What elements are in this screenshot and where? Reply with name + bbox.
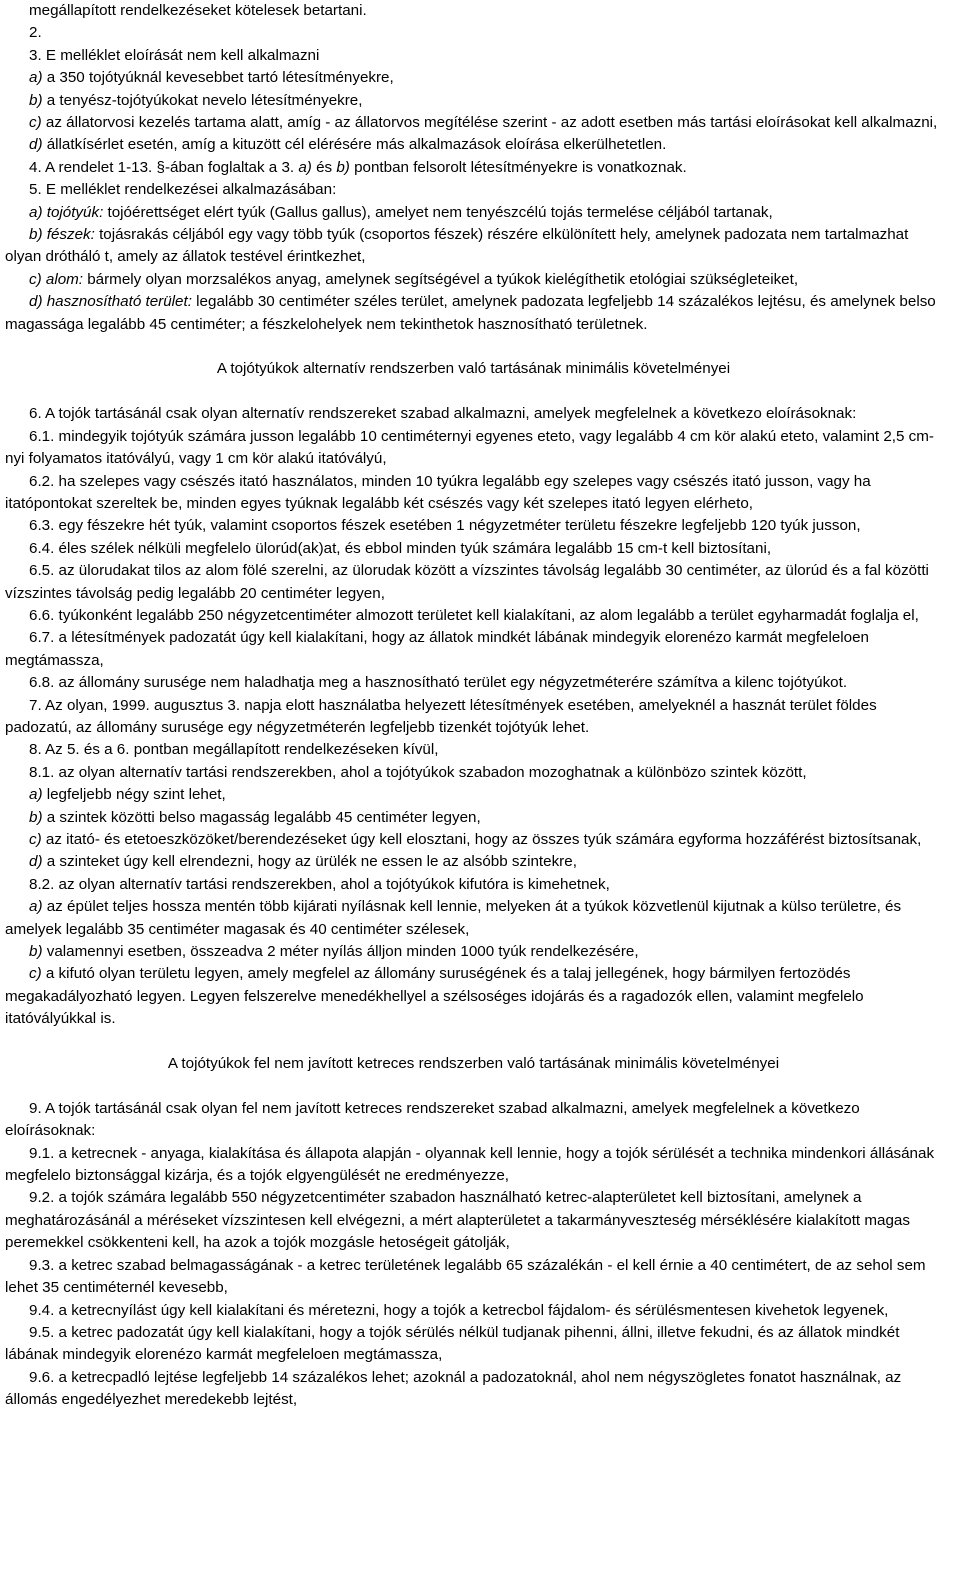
text-run: 6.2. ha szelepes vagy csészés itató használatos, minden 10 tyúkra legalább egy szelepes vagy csészés itató jusson, vagy ha itatópontokat szereltek be, minden egyes tyúknak legalább két csészés vagy két szelepes itató legyen elérheto, [5, 472, 871, 512]
paragraph [5, 1187, 942, 1254]
italic-text: c) alom: [29, 270, 84, 288]
paragraph [5, 941, 942, 963]
text-run: 9.2. a tojók számára legalább 550 négyzetcentiméter szabadon használható ketrec-alapterületet kell biztosítani, amelynek a meghatározásánál a méréseket vízszintesen kell elvégezni, a mért alapterületet a takarmányveszteség mérséklésére kialakított magas peremekkel csökkenteni kell, ha azok a tojók mozgásle hetoségeit gátolják, [5, 1189, 910, 1252]
paragraph-spacer [5, 1031, 942, 1053]
text-run: 5. E melléklet rendelkezései alkalmazásában: [29, 181, 337, 199]
paragraph [5, 784, 942, 806]
text-run: 6.8. az állomány surusége nem haladhatja meg a hasznosítható terület egy négyzetméterére számítva a kilenc tojótyúkot. [29, 674, 848, 692]
paragraph [5, 45, 942, 67]
paragraph [5, 403, 942, 425]
text-run: valamennyi esetben, összeadva 2 méter nyílás álljon minden 1000 tyúk rendelkezésére, [42, 943, 639, 961]
paragraph [5, 1255, 942, 1300]
paragraph [5, 224, 942, 269]
paragraph [5, 426, 942, 471]
italic-text: b) [29, 808, 43, 826]
italic-text: c) [29, 831, 42, 848]
paragraph [5, 22, 942, 44]
paragraph [5, 1098, 942, 1143]
paragraph [5, 471, 942, 516]
text-run: 9.6. a ketrecpadló lejtése legfeljebb 14 százalékos lehet; azoknál a padozatoknál, ahol nem négyszögletes fonatot használnak, az állomás engedélyezhet meredekebb lejtést, [5, 1368, 902, 1409]
text-run: 9.4. a ketrecnyílást úgy kell kialakítani és méretezni, hogy a tojók a ketrecbol fájdalom- és sérülésmentesen kivehetok legyenek, [29, 1301, 889, 1319]
text-run: 2. [29, 24, 42, 42]
text-run: 8.1. az olyan alternatív tartási rendszerekben, ahol a tojótyúkok szabadon mozoghatnak a különbözo szintek között, [29, 763, 807, 781]
text-run: 8.2. az olyan alternatív tartási rendszerekben, ahol a tojótyúkok kifutóra is kimehetnek, [29, 875, 610, 893]
paragraph [5, 1143, 942, 1188]
text-run: 9. A tojók tartásánál csak olyan fel nem javított ketreces rendszereket szabad alkalmazni, amelyek megfelelnek a következo eloírásoknak: [5, 1099, 860, 1140]
text-run: legfeljebb négy szint lehet, [42, 786, 226, 804]
paragraph [5, 202, 942, 224]
text-run: A tojótyúkok fel nem javított ketreces rendszerben való tartásának minimális követelményei [167, 1055, 780, 1073]
text-run: a kifutó olyan területu legyen, amely megfelel az állomány suruségének és a talaj jellegének, hogy bármilyen fertozödés megakadályozható legyen. Legyen felszerelve menedékhellyel a szélsoséges idojárás és a ragadozók ellen, valamint megfelelo itatóvályúkkal is. [5, 965, 864, 1028]
italic-text: b) fészek: [29, 226, 95, 244]
paragraph [5, 807, 942, 829]
paragraph [5, 874, 942, 896]
text-run: pontban felsorolt létesítményekre is vonatkoznak. [349, 158, 687, 176]
paragraph-spacer [5, 381, 942, 403]
paragraph [5, 605, 942, 627]
paragraph [5, 851, 942, 873]
italic-text: d) [29, 136, 43, 154]
paragraph [5, 627, 942, 672]
text-run: 6.3. egy fészekre hét tyúk, valamint csoportos fészek esetében 1 négyzetméter területu fészekre legfeljebb 120 tyúk jusson, [29, 517, 861, 535]
paragraph-spacer [5, 336, 942, 358]
text-run: 6.5. az ülorudakat tilos az alom fölé szerelni, az ülorudak között a vízszintes távolság legalább 30 centiméter, az ülorúd és a fal közötti vízszintes távolság pedig legalább 20 centiméter legyen, [5, 562, 929, 602]
text-run: 9.1. a ketrecnek - anyaga, kialakítása és állapota alapján - olyannak kell lennie, hogy a tojók sérülését a technika mindenkori állásának megfelelo biztonsággal kizárja, és a tojók elgyengülését ne eredményezze, [5, 1144, 935, 1185]
text-run: tojóérettséget elért tyúk (Gallus gallus), amelyet nem tenyészcélú tojás termelése céljából tartanak, [103, 203, 773, 221]
text-run: 4. A rendelet 1-13. §-ában foglaltak a 3. [29, 158, 299, 176]
paragraph [5, 515, 942, 537]
italic-text: c) [29, 965, 42, 983]
paragraph [5, 179, 942, 201]
paragraph [5, 963, 942, 1030]
italic-text: d) hasznosítható terület: [29, 293, 192, 311]
text-run: 9.5. a ketrec padozatát úgy kell kialakítani, hogy a tojók sérülés nélkül tudjanak pihenni, állni, illetve fekudni, és az állatok mindkét lábának mindegyik elorenézo karmát megfeleloen megtámassza, [5, 1323, 900, 1364]
text-run: 6.6. tyúkonként legalább 250 négyzetcentiméter almozott területet kell kialakítani, az alom legalább a terület egyharmadát foglalja el, [29, 606, 919, 624]
italic-text: a) [29, 786, 43, 804]
text-run: 3. E melléklet eloírását nem kell alkalmazni [29, 46, 320, 64]
text-run: és [311, 158, 337, 176]
text-run: a tenyész-tojótyúkokat nevelo létesítményekre, [42, 91, 363, 109]
paragraph [5, 1322, 942, 1367]
paragraph [5, 538, 942, 560]
italic-text: a) tojótyúk: [29, 203, 104, 221]
paragraph [5, 672, 942, 694]
paragraph [5, 896, 942, 941]
text-run: 6.4. éles szélek nélküli megfelelo ülorúd(ak)at, és ebbol minden tyúk számára legalább 15 cm-t kell biztosítani, [29, 539, 772, 557]
paragraph [5, 67, 942, 89]
italic-text: c) [29, 114, 42, 132]
text-run: 8. Az 5. és a 6. pontban megállapított rendelkezéseken kívül, [29, 741, 439, 759]
paragraph [5, 269, 942, 291]
paragraph [5, 1367, 942, 1412]
paragraph [5, 1300, 942, 1322]
paragraph [5, 762, 942, 784]
text-run: a 350 tojótyúknál kevesebbet tartó létesítményekre, [42, 69, 394, 87]
italic-text: d) [29, 853, 43, 871]
text-run: 6.1. mindegyik tojótyúk számára jusson legalább 10 centiméternyi egyenes eteto, vagy legalább 4 cm kör alakú eteto, valamint 2,5 cm-nyi folyamatos itatóvályú, vagy 1 cm kör alakú itatóvályú, [5, 427, 934, 468]
italic-text: a) [29, 69, 43, 87]
paragraph [5, 291, 942, 336]
text-run: 9.3. a ketrec szabad belmagasságának - a ketrec területének legalább 65 százalékán - el kell érnie a 40 centimétert, de az sehol sem lehet 35 centiméternél kevesebb, [5, 1256, 926, 1297]
section-heading [5, 358, 942, 380]
italic-text: a) [298, 158, 312, 176]
text-run: a szintek közötti belso magasság legalább 45 centiméter legyen, [42, 808, 481, 826]
text-run: bármely olyan morzsalékos anyag, amelynek segítségével a tyúkok kielégíthetik etológiai szükségleteiket, [83, 270, 799, 288]
paragraph [5, 0, 942, 22]
text-run: az itató- és etetoeszközöket/berendezéseket úgy kell elosztani, hogy az összes tyúk számára egyforma hozzáférést biztosítsanak, [41, 831, 922, 848]
text-run: 6. A tojók tartásánál csak olyan alternatív rendszereket szabad alkalmazni, amelyek megfelelnek a következo eloírásoknak: [29, 405, 857, 423]
paragraph [5, 695, 942, 740]
text-run: tojásrakás céljából egy vagy több tyúk (csoportos fészek) részére elkülönített hely, amelynek padozata nem tartalmazhat olyan drótháló t, amely az állatok testével érintkezhet, [5, 226, 909, 266]
paragraph [5, 90, 942, 112]
text-run: a szinteket úgy kell elrendezni, hogy az ürülék ne essen le az alsóbb szintekre, [42, 853, 577, 871]
text-run: megállapított rendelkezéseket kötelesek betartani. [29, 2, 367, 19]
italic-text: b) [29, 943, 43, 961]
section-heading [5, 1053, 942, 1075]
text-run: az épület teljes hossza mentén több kijárati nyílásnak kell lennie, melyeken át a tyúkok közvetlenül kijutnak a külso területre, és amelyek legalább 35 centiméter magasak és 40 centiméter szélesek, [5, 898, 902, 938]
italic-text: a) [29, 898, 43, 916]
paragraph [5, 739, 942, 761]
italic-text: b) [29, 91, 43, 109]
text-run: A tojótyúkok alternatív rendszerben való tartásának minimális követelményei [216, 360, 731, 378]
paragraph [5, 134, 942, 156]
text-run: állatkísérlet esetén, amíg a kituzött cél elérésére más alkalmazások eloírása elkerülhetetlen. [42, 136, 667, 154]
paragraph-spacer [5, 1075, 942, 1097]
text-run: legalább 30 centiméter széles terület, amelynek padozata legfeljebb 14 százalékos lejtésu, és amelynek belso magassága legalább 45 centiméter; a fészkelohelyek nem tekinthetok hasznosítható területnek. [5, 293, 936, 333]
italic-text: b) [336, 158, 350, 176]
paragraph [5, 829, 942, 851]
paragraph [5, 157, 942, 179]
paragraph [5, 112, 942, 134]
paragraph [5, 560, 942, 605]
text-run: az állatorvosi kezelés tartama alatt, amíg - az állatorvos megítélése szerint - az adott esetben más tartási eloírásokat kell alkalmazni, [41, 114, 938, 132]
text-run: 6.7. a létesítmények padozatát úgy kell kialakítani, hogy az állatok mindkét lábának mindegyik elorenézo karmát megfeleloen megtámassza, [5, 629, 870, 669]
text-run: 7. Az olyan, 1999. augusztus 3. napja elott használatba helyezett létesítmények esetében, amelyeknél a hasznát terület földes padozatú, az állomány surusége egy négyzetméterén legfeljebb tizenkét tojótyúk lehet. [5, 696, 877, 736]
